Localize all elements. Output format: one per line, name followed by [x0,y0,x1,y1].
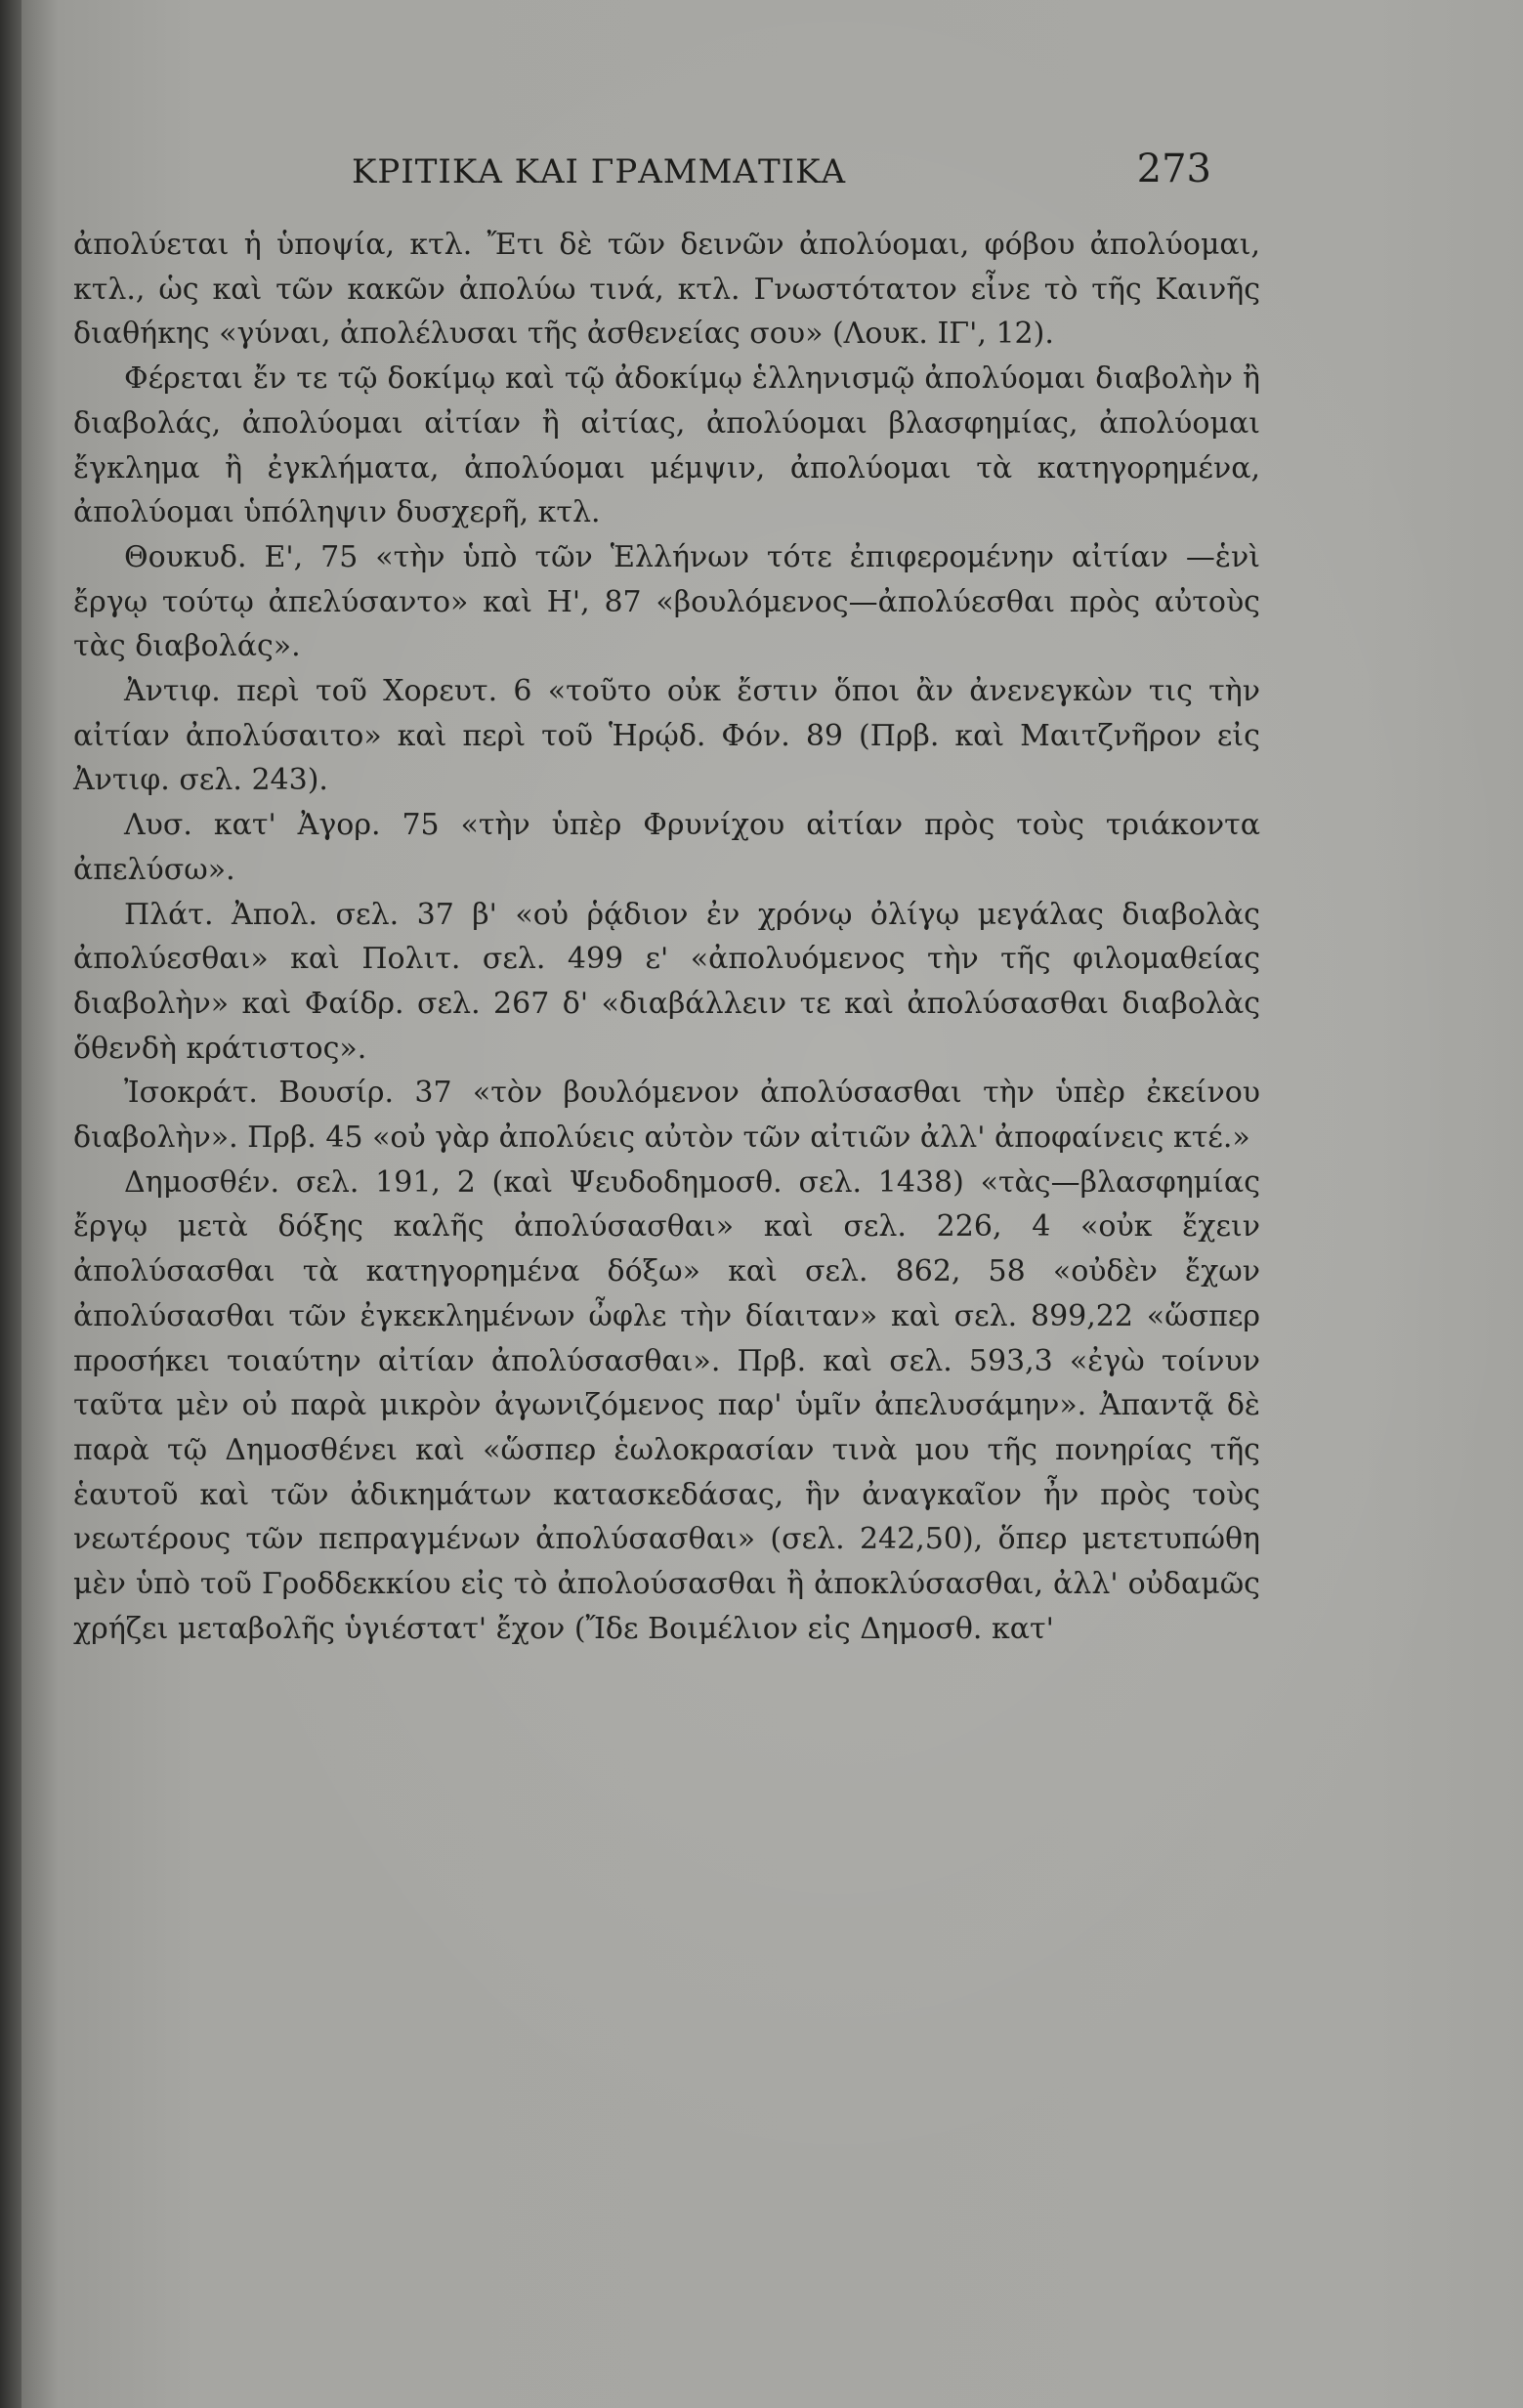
book-spine-shadow [0,0,21,2408]
paragraph-3: Θουκυδ. Ε', 75 «τὴν ὑπὸ τῶν Ἑλλήνων τότε ἐπιφερομένην αἰτίαν —ἑνὶ ἔργῳ τούτῳ ἀπελύσαντο» καὶ Η', 87 «βουλόμενος—ἀπολύεσθαι πρὸς αὐτοὺς τὰς διαβολάς». [73,539,1260,664]
paragraph-5: Λυσ. κατ' Ἀγορ. 75 «τὴν ὑπὲρ Φρυνίχου αἰτίαν πρὸς τοὺς τριάκοντα ἀπελύσω». [73,808,1260,887]
paragraph-7: Ἰσοκράτ. Βουσίρ. 37 «τὸν βουλόμενον ἀπολύσασθαι τὴν ὑπὲρ ἐκείνου διαβολὴν». Πρβ. 45 «οὐ γὰρ ἀπολύεις αὐτὸν τῶν αἰτιῶν ἀλλ' ἀποφαίνεις κτέ.» [73,1076,1260,1156]
paragraph-8: Δημοσθέν. σελ. 191, 2 (καὶ Ψευδοδημοσθ. σελ. 1438) «τὰς—βλασφημίας ἔργῳ μετὰ δόξης καλῆς ἀπολύσασθαι» καὶ σελ. 226, 4 «οὐκ ἔχειν ἀπολύσασθαι τὰ κατηγορημένα δόξω» καὶ σελ. 862, 58 «οὐδὲν ἔχων ἀπολύσασθαι τῶν ἐγκεκλημένων ὦφλε τὴν δίαιταν» καὶ σελ. 899,22 «ὥσπερ προσήκει τοιαύτην αἰτίαν ἀπολύσασθαι». Πρβ. καὶ σελ. 593,3 «ἐγὼ τοίνυν ταῦτα μὲν οὐ παρὰ μικρὸν ἀγωνιζόμενος παρ' ὑμῖν ἀπελυσάμην». Ἀπαντᾷ δὲ παρὰ τῷ Δημοσθένει καὶ «ὥσπερ ἑωλοκρασίαν τινὰ μου τῆς πονηρίας τῆς ἑαυτοῦ καὶ τῶν ἀδικημάτων κατασκεδάσας, ἣν ἀναγκαῖον ἦν πρὸς τοὺς νεωτέρους τῶν πεπραγμένων ἀπολύσασθαι» (σελ. 242,50), ὅπερ μετετυπώθη μὲν ὑπὸ τοῦ Γροδδεκκίου εἰς τὸ ἀπολούσασθαι ἢ ἀποκλύσασθαι, ἀλλ' οὐδαμῶς χρήζει μεταβολῆς ὑγιέστατ' ἔχον (Ἴδε Βοιμέλιον εἰς Δημοσθ. κατ' [73,1164,1260,1646]
paragraph-6: Πλάτ. Ἀπολ. σελ. 37 β' «οὐ ῥᾴδιον ἐν χρόνῳ ὀλίγῳ μεγάλας διαβολὰς ἀπολύεσθαι» καὶ Πολιτ. σελ. 499 ε' «ἀπολυόμενος τὴν τῆς φιλομαθείας διαβολὴν» καὶ Φαίδρ. σελ. 267 δ' «διαβάλλειν τε καὶ ἀπολύσασθαι διαβολὰς ὅθενδὴ κράτιστος». [73,897,1260,1066]
page-header [352,147,1211,205]
body-text [73,223,1260,1652]
page-number: 273 [1136,147,1211,191]
paragraph-4: Ἀντιφ. περὶ τοῦ Χορευτ. 6 «τοῦτο οὐκ ἔστιν ὅποι ἂν ἀνενεγκὼν τις τὴν αἰτίαν ἀπολύσαιτο» καὶ περὶ τοῦ Ἡρῴδ. Φόν. 89 (Πρβ. καὶ Μαιτζνῆρον εἰς Ἀντιφ. σελ. 243). [73,674,1260,798]
paragraph-1: ἀπολύεται ἡ ὑποψία, κτλ. Ἔτι δὲ τῶν δεινῶν ἀπολύομαι, φόβου ἀπολύομαι, κτλ., ὡς καὶ τῶν κακῶν ἀπολύω τινά, κτλ. Γνωστότατον εἶνε τὸ τῆς Καινῆς διαθήκης «γύναι, ἀπολέλυσαι τῆς ἀσθενείας σου» (Λουκ. ΙΓ', 12). [73,228,1260,352]
running-title: ΚΡΙΤΙΚΑ ΚΑΙ ΓΡΑΜΜΑΤΙΚΑ [352,152,847,191]
paragraph-2: Φέρεται ἔν τε τῷ δοκίμῳ καὶ τῷ ἀδοκίμῳ ἑλληνισμῷ ἀπολύομαι διαβολὴν ἢ διαβολάς, ἀπολύομαι αἰτίαν ἢ αἰτίας, ἀπολύομαι βλασφημίας, ἀπολύομαι ἔγκλημα ἢ ἐγκλήματα, ἀπολύομαι μέμψιν, ἀπολύομαι τὰ κατηγορημένα, ἀπολύομαι ὑπόληψιν δυσχερῆ, κτλ. [73,361,1260,530]
